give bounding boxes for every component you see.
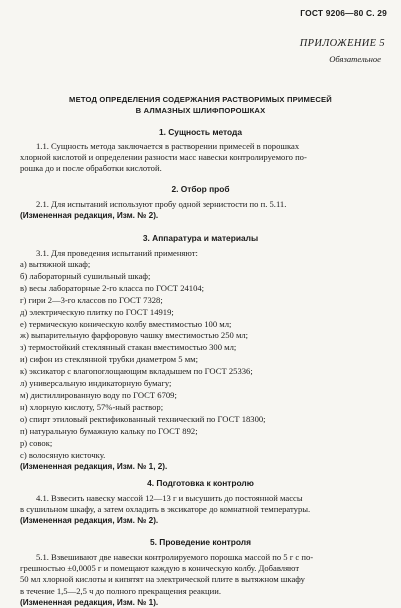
list-item: в) весы лабораторные 2-го класса по ГОСТ 24104; — [20, 282, 205, 293]
list-item: ж) выпарительную фарфоровую чашку вместимостью 250 мл; — [20, 330, 249, 341]
section-1-heading: 1. Сущность метода — [158, 127, 243, 137]
list-item: з) термостойкий стеклянный стакан вместимостью 300 мл; — [20, 342, 237, 353]
list-item: д) электрическую плитку по ГОСТ 14919; — [20, 306, 174, 317]
list-item: п) натуральную бумажную кальку по ГОСТ 892; — [20, 425, 198, 436]
page-header: ГОСТ 9206—80 С. 29 — [300, 8, 387, 18]
amendment-note: (Измененная редакция, Изм. № 1, 2). — [20, 462, 168, 472]
title-line-1: МЕТОД ОПРЕДЕЛЕНИЯ СОДЕРЖАНИЯ РАСТВОРИМЫХ ПРИМЕСЕЙ — [69, 95, 332, 104]
section-3-heading: 3. Аппаратура и материалы — [142, 233, 259, 243]
section-2-heading: 2. Отбор проб — [171, 184, 230, 194]
paragraph-line: хлорной кислотой и определении разности масс навески контролируемого по- — [20, 152, 307, 163]
list-item: с) волосяную кисточку. — [20, 449, 106, 460]
paragraph-line: грешностью ±0,0005 г и помещают каждую в коническую колбу. Добавляют — [20, 563, 300, 574]
amendment-note: (Измененная редакция, Изм. № 1). — [20, 597, 159, 607]
list-item: р) совок; — [20, 437, 53, 448]
amendment-note: (Измененная редакция, Изм. № 2). — [20, 211, 159, 221]
list-item: о) спирт этиловый ректификованный технический по ГОСТ 18300; — [20, 413, 266, 424]
list-item: н) хлорную кислоту, 57%-ный раствор; — [20, 401, 164, 412]
section-2-text — [20, 199, 386, 221]
list-item: к) эксикатор с влагопоглощающим вкладышем по ГОСТ 25336; — [20, 366, 253, 377]
amendment-note: (Измененная редакция, Изм. № 2). — [20, 516, 159, 526]
paragraph-line: в течение 1,5—2,5 ч до полного прекращения реакции. — [20, 585, 221, 596]
appendix-status: Обязательное — [329, 54, 381, 64]
list-item: и) сифон из стеклянной трубки диаметром 5 мм; — [20, 354, 198, 365]
list-item: л) универсальную индикаторную бумагу; — [20, 378, 172, 389]
title-line-2: В АЛМАЗНЫХ ШЛИФПОРОШКАХ — [135, 106, 266, 115]
list-item: г) гири 2—3-го классов по ГОСТ 7328; — [20, 294, 163, 305]
list-item: м) дистиллированную воду по ГОСТ 6709; — [20, 389, 177, 400]
list-item: б) лабораторный сушильный шкаф; — [20, 270, 151, 281]
document-title — [14, 94, 387, 116]
section-5-heading: 5. Проведение контроля — [149, 537, 251, 547]
paragraph-line: 1.1. Сущность метода заключается в растворении примесей в порошках — [36, 141, 300, 151]
paragraph-line: 50 мл хлорной кислоты и кипятят на электрической плите в вытяжном шкафу — [20, 574, 305, 585]
section-4-heading: 4. Подготовка к контролю — [147, 478, 254, 488]
section-3-intro: 3.1. Для проведения испытаний применяют: — [36, 248, 198, 258]
section-4-text — [20, 493, 386, 527]
paragraph-line: 5.1. Взвешивают две навески контролируемого порошка массой по 5 г с по- — [36, 552, 314, 562]
paragraph-line: 4.1. Взвесить навеску массой 12—13 г и высушить до постоянной массы — [36, 493, 303, 503]
paragraph-line: в сушильном шкафу, а затем охладить в эксикаторе до комнатной температуры. — [20, 504, 311, 515]
list-item: а) вытяжной шкаф; — [20, 259, 91, 269]
paragraph-line: 2.1. Для испытаний используют пробу одной зернистости по п. 5.11. — [36, 199, 287, 209]
list-item: е) термическую коническую колбу вместимостью 100 мл; — [20, 318, 232, 329]
section-1-text — [20, 141, 386, 175]
equipment-list — [20, 259, 386, 473]
paragraph-line: рошка до и после обработки кислотой. — [20, 163, 162, 174]
appendix-title: ПРИЛОЖЕНИЕ 5 — [299, 38, 385, 49]
section-5-text — [20, 552, 386, 608]
